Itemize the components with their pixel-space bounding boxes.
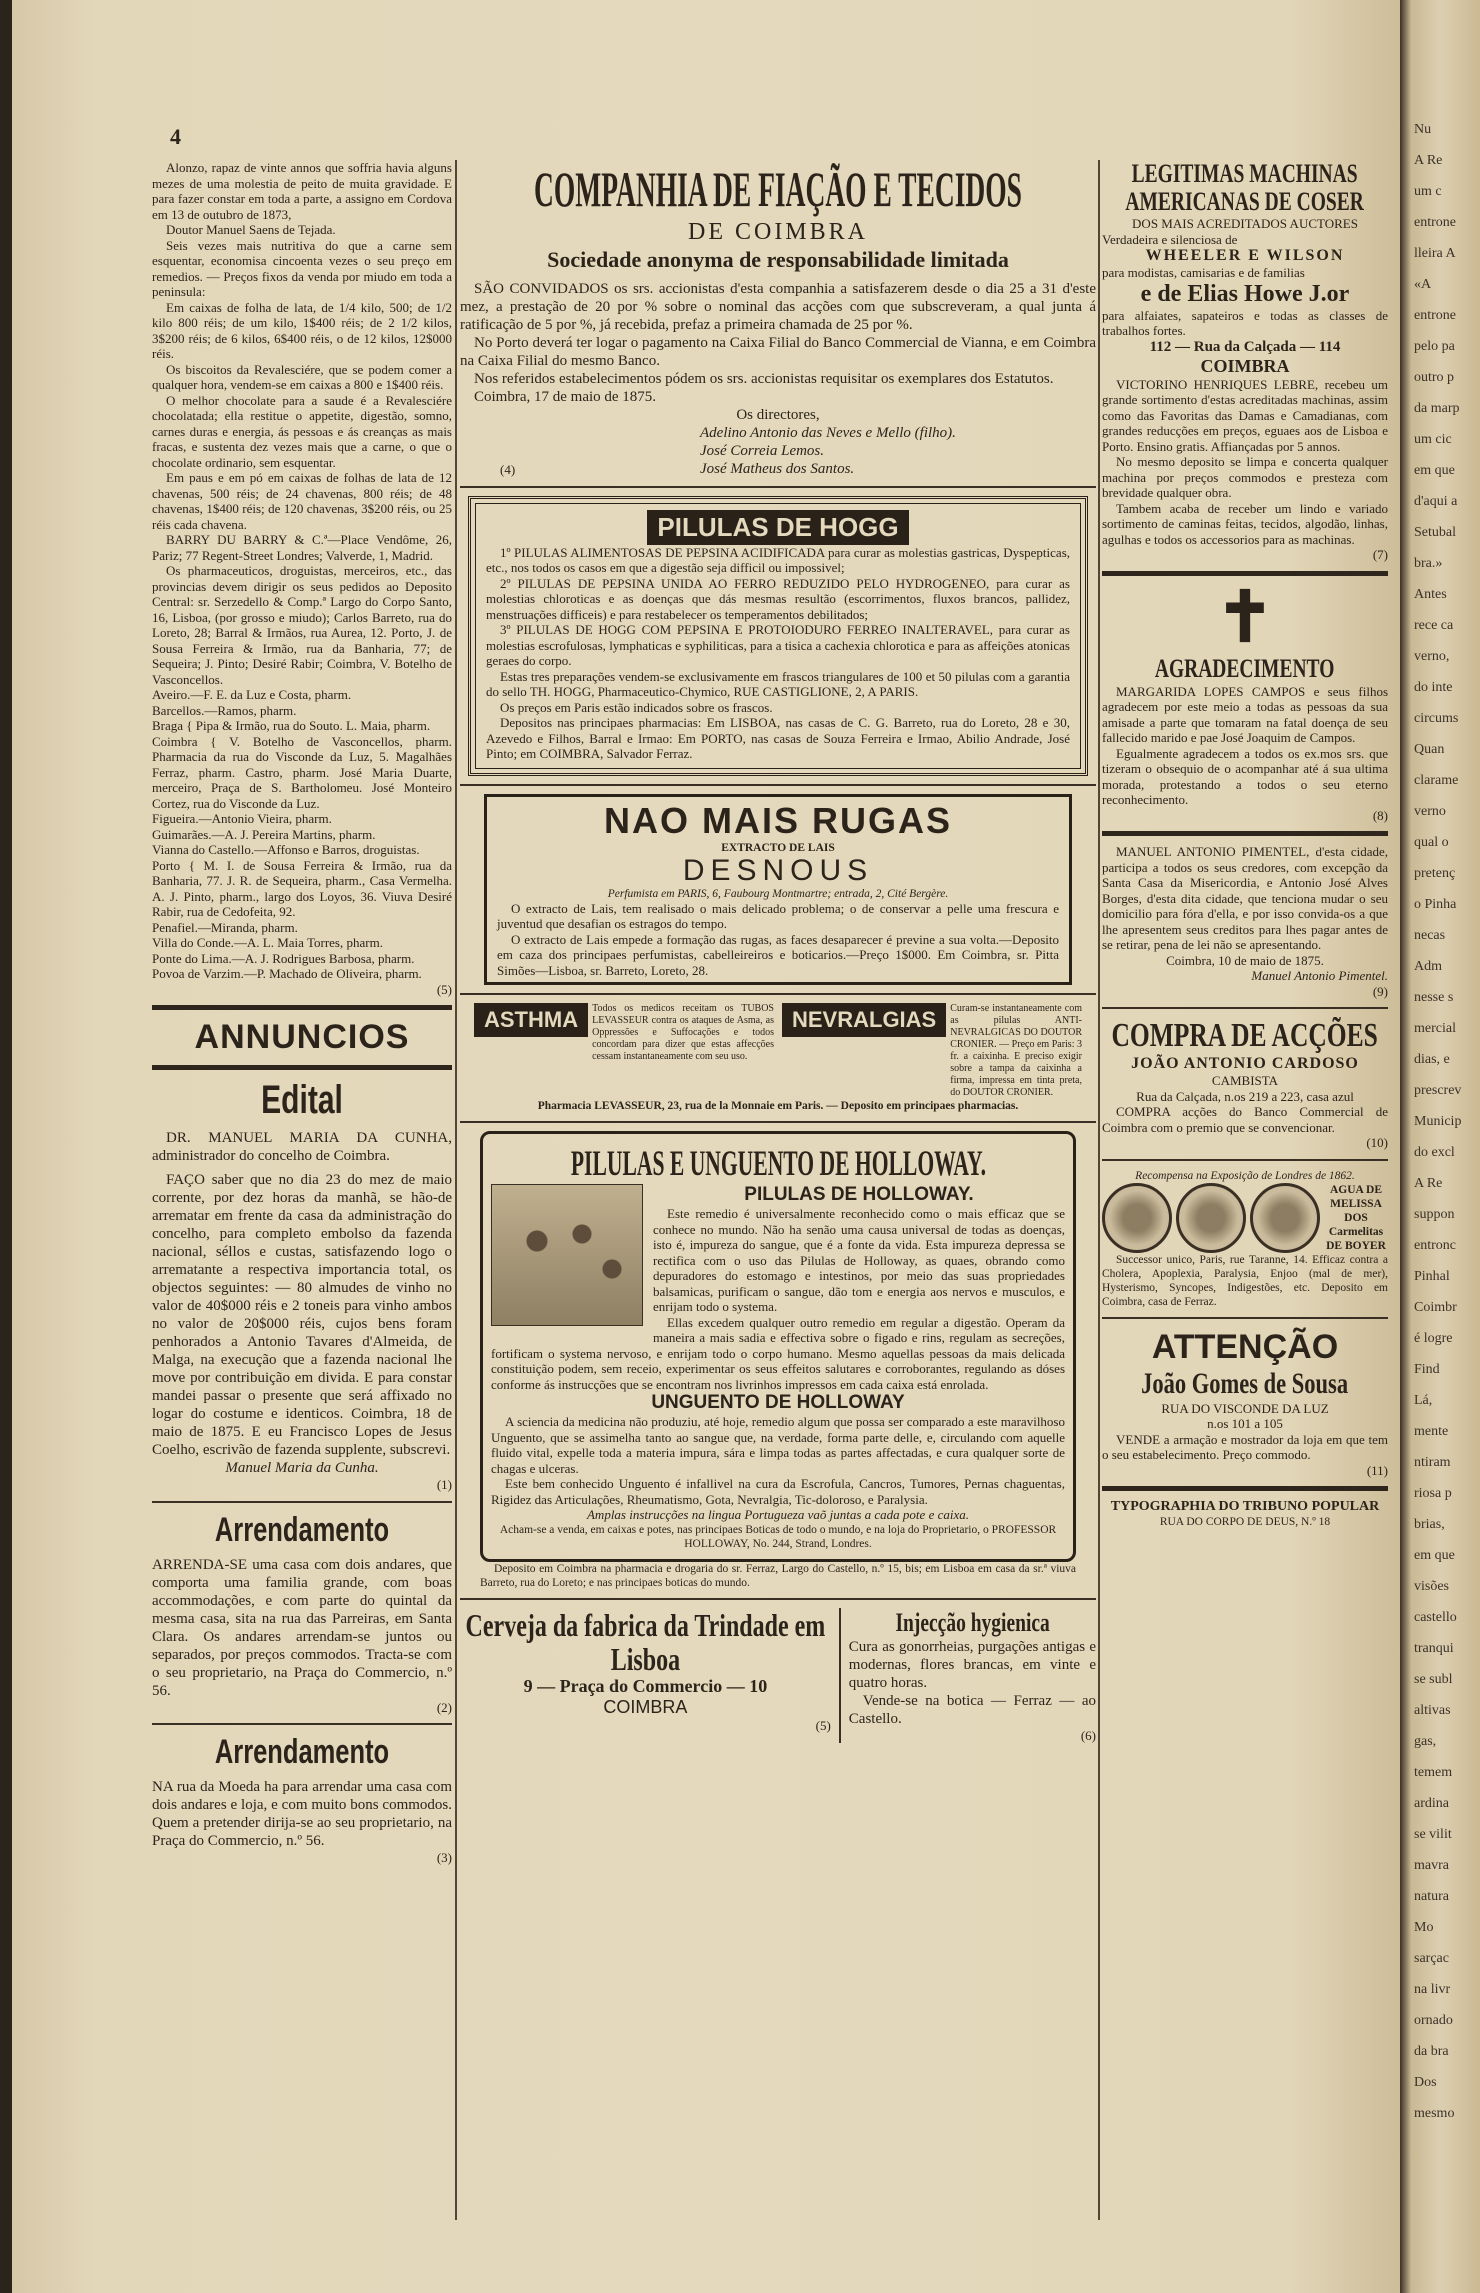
melissa-body: Successor unico, Paris, rue Taranne, 14. Efficaz contra a Cholera, Apoplexia, Paralysia, Enjoo (mal de mer), Hysterismo, Syncopes, Indigestões, etc. Deposito em Coimbra, casa de Ferraz. — [1102, 1253, 1388, 1308]
revalesciere-advert — [152, 160, 452, 687]
divider — [152, 1065, 452, 1070]
attencao-advert — [1102, 1327, 1388, 1479]
edge-text-fragment: nesse s — [1414, 990, 1454, 1005]
asthma-label: ASTHMA — [474, 1003, 588, 1037]
companhia-tagline: Sociedade anonyma de responsabilidade limitada — [547, 247, 1009, 272]
cerveja-advert — [460, 1608, 841, 1744]
nevralgias-text: Curam-se instantaneamente com as pilulas ANTI-NEVRALGICAS DO DOUTOR CRONIER. — Preço em Paris: 3 fr. a caixinha. E preciso exigir sobre a tampa da caixinha a firma, impressa em tinta preta, do DOUTOR CRONIER. — [950, 1003, 1082, 1098]
edge-text-fragment: Coimbr — [1414, 1300, 1457, 1315]
edital-title: Edital — [261, 1078, 343, 1122]
brand-wheeler-wilson: WHEELER E WILSON — [1145, 247, 1345, 264]
machinas-body-2: No mesmo deposito se limpa e concerta qualquer machina por preços commodos e presteza com brevidade qualquer obra. — [1102, 454, 1388, 500]
edge-text-fragment: sarçac — [1414, 1951, 1449, 1966]
attencao-address: RUA DO VISCONDE DA LUZ — [1161, 1400, 1329, 1416]
edge-text-fragment: natura — [1414, 1889, 1449, 1904]
cerveja-address: 9 — Praça do Commercio — 10 — [523, 1675, 768, 1696]
pimentel-signature: Manuel Antonio Pimentel. — [1251, 968, 1388, 983]
edge-text-fragment: mavra — [1414, 1858, 1449, 1873]
hogg-note: Os preços em Paris estão indicados sobre os frascos. — [500, 699, 773, 715]
edge-text-fragment: pretenç — [1414, 866, 1456, 881]
edge-text-fragment: em que — [1414, 463, 1455, 478]
rugas-title: NAO MAIS RUGAS — [603, 799, 952, 841]
advert-paragraph: Os pharmaceuticos, droguistas, merceiros, etc., das provincias devem dirigir os seus pedidos ao Deposito Central: sr. Serzedello & Comp.ª Largo do Corpo Santo, 16, Lisboa, (por grosso e miudo); Carlos Barreto, rua do Loreto, 28; Barral & Irmãos, rua Aurea, 12. Porto, J. de Sousa Ferreira & Irmão, rua da Banharia, 77; de Sequeira; J. Pinto; Desiré Rabir; Coimbra, V. Botelho de Vasconcellos. — [152, 563, 452, 687]
rugas-text-1: O extracto de Lais, tem realisado o mais delicado problema; o de conservar a pelle uma frescura e juventud que desafian os estragos do tempo. — [497, 900, 1059, 931]
edge-text-fragment: lleira A — [1414, 246, 1456, 261]
edge-text-fragment: brias, — [1414, 1517, 1445, 1532]
holloway-text: Este remedio é universalmente reconhecido como o mais efficaz que se conhece no mundo. Não ha senão uma causa universal de todas as doenças, isto é, impureza do sangue, que é a fonte da vida. Esta impureza depressa se rectifica com o uso das Pilulas de Holloway, as quaes, obrando como depuradores do estomago e intestinos, por meio das suas propriedades balsamicas, purificam o sangue, dão tom e energia aos nervos e musculos, e enrijam todo o systema. — [653, 1206, 1065, 1314]
companhia-body-3: Nos referidos estabelecimentos pódem os srs. accionistas requisitar os exemplares dos Estatutos. — [474, 371, 1054, 387]
hogg-title: PILULAS DE HOGG — [647, 510, 908, 545]
edge-text-fragment: clarame — [1414, 773, 1459, 788]
director: José Matheus dos Santos. — [700, 461, 855, 477]
companhia-title: COMPANHIA DE FIAÇÃO E TECIDOS — [534, 161, 1022, 217]
rugas-extract: EXTRACTO DE LAIS — [721, 841, 835, 854]
divider — [460, 1121, 1096, 1123]
arrendamento-body: ARRENDA-SE uma casa com dois andares, que comporta uma familia grande, com boas accommodações, e com parte do quintal da mesma casa, sita na rua das Parreiras, em Santa Clara. Os andares arrendam-se juntos ou separados, por preços commodos. Tracta-se com o seu proprietario, na Praça do Commercio, n.º 56. — [152, 1556, 452, 1699]
attencao-body: VENDE a armação e mostrador da loja em que tem o seu estabelecimento. Preço commodo. — [1102, 1431, 1388, 1462]
edge-text-fragment: mesmo — [1414, 2106, 1455, 2121]
injeccao-advert — [841, 1608, 1096, 1744]
edge-text-fragment: ornado — [1414, 2013, 1453, 2028]
companhia-body: SÃO CONVIDADOS os srs. accionistas d'esta companhia a satisfazerem desde o dia 25 a 31 d'este mez, a prestação de 20 por % sobre o nominal das acções com que subscreveram, a qual junta á ratificação de 5 por %, já recebida, prefaz a primeira chamada de 25 por %. — [460, 281, 1096, 333]
ad-ref: (5) — [815, 1717, 831, 1733]
agradecimento-body-2: Egualmente agradecem a todos os ex.mos srs. que tizeram o obsequio de o acompanhar até á sua ultima morada, protestando a todos o seu eterno reconhecimento. — [1102, 745, 1388, 807]
hogg-item: 1º PILULAS ALIMENTOSAS DE PEPSINA ACIDIFICADA para curar as molestias gastricas, Dyspepticas, etc., nos todos os casos em que a digestão seja difficil ou impossivel; — [486, 544, 1070, 575]
ad-ref: (10) — [1366, 1135, 1388, 1150]
agradecimento-body: MARGARIDA LOPES CAMPOS e seus filhos agradecem por este meio a todas as pessoas da sua amisade a parte que tomaram na fatal doença de seu fallecido marido e pae José Joaquim de Campos. — [1102, 683, 1388, 745]
cross-icon: ✝ — [1215, 579, 1275, 657]
edge-text-fragment: Mo — [1414, 1920, 1434, 1935]
divider — [1102, 1486, 1388, 1491]
edge-text-fragment: mente — [1414, 1424, 1449, 1439]
advert-paragraph: Seis vezes mais nutritiva do que a carne sem esquentar, economisa cincoenta vezes o seu preço em remedios. — Preços fixos da venda por miudo em toda a peninsula: — [152, 237, 452, 299]
levasseur-footer: Pharmacia LEVASSEUR, 23, rua de la Monnaie em Paris. — Deposito em principaes pharmacias. — [537, 1100, 1019, 1112]
arrendamento-title: Arrendamento — [214, 1733, 390, 1771]
hogg-advert — [468, 496, 1088, 776]
medal-icon — [1102, 1183, 1172, 1253]
holloway-deposit: Deposito em Coimbra na pharmacia e drogaria do sr. Ferraz, Largo do Castello, n.º 15, bis; em Lisboa em casa da sr.ª viuva Barreto, rua do Loreto; e nas principaes boticas do mundo. — [480, 1562, 1076, 1589]
advert-paragraph: Doutor Manuel Saens de Tejada. — [166, 222, 336, 237]
arrendamento-1 — [152, 1511, 452, 1716]
depot-entry: Barcellos.—Ramos, pharm. — [152, 702, 297, 718]
edge-text-fragment: um cic — [1414, 432, 1452, 447]
edge-text-fragment: gas, — [1414, 1734, 1437, 1749]
divider — [1102, 1007, 1388, 1009]
hogg-deposit: Depositos nas principaes pharmacias: Em LISBOA, nas casas de C. G. Barreto, rua do Loreto, 28 e 30, Azevedo e Filhos, Barral e Irmao: Em PORTO, nas casas de Souza Ferreira e Irmao, Abilio Andrade, José Pinto; em COIMBRA, Salvador Ferraz. — [486, 715, 1070, 761]
depot-entry: Coimbra { V. Botelho de Vasconcellos, pharm. Pharmacia da rua do Visconde da Luz, 5. Magalhães Ferraz, pharm. Castro, pharm. José Maria Duarte, merceiro, Praça de S. Bartholomeu. José Monteiro Cortez, rua do Visconde da Luz. — [152, 733, 452, 811]
divider — [460, 486, 1096, 488]
ad-ref: (2) — [436, 1699, 452, 1715]
edge-text-fragment: prescrev — [1414, 1083, 1462, 1098]
holloway-text: Ellas excedem qualquer outro remedio em regular a digestão. Operam da maneira a mais sadia e effectiva sobre o figado e rins, regulam as secreções, fortificam o systema nervoso, e enrijam todo o corpo humano. Mesmo aquellas pessoas da mais delicada constituição podem, sem receio, experimentar os seus effeitos salutares e corroborantes, regulando as dóses conforme ás instrucções que se encontram nos livrinhos impressos em cada caixa está enrolada. — [491, 1314, 1065, 1392]
edge-text-fragment: castello — [1414, 1610, 1457, 1625]
edge-text-fragment: entronc — [1414, 1238, 1456, 1253]
edge-text-fragment: Quan — [1414, 742, 1445, 757]
edge-text-fragment: outro p — [1414, 370, 1455, 385]
advert-paragraph: Em paus e em pó em caixas de folhas de lata de 12 chavenas, 500 réis; de 24 chavenas, 800 réis; de 48 chavenas, 1$400 réis; de 120 chavenas, 3$200 réis, ou 25 réis cada chavena. — [152, 470, 452, 532]
rugas-maker: DESNOUS — [682, 853, 874, 887]
edge-text-fragment: ntiram — [1414, 1455, 1451, 1470]
monk-portrait-icon — [1250, 1183, 1320, 1253]
injeccao-body: Cura as gonorrheias, purgações antigas e modernas, flores brancas, em vinte e quatro horas. — [848, 1638, 1096, 1691]
edge-text-fragment: entrone — [1414, 308, 1456, 323]
column-3 — [1102, 160, 1388, 1529]
edge-text-fragment: Antes — [1414, 587, 1447, 602]
machinas-advert — [1102, 160, 1388, 563]
typography-address: RUA DO CORPO DE DEUS, N.º 18 — [1159, 1516, 1331, 1528]
machinas-line: Verdadeira e silenciosa de — [1102, 231, 1238, 247]
depot-entry: Povoa de Varzim.—P. Machado de Oliveira, pharm. — [152, 966, 422, 981]
accoes-body: COMPRA acções do Banco Commercial de Coimbra com o premio que se convencionar. — [1102, 1104, 1388, 1135]
edge-text-fragment: entrone — [1414, 215, 1456, 230]
melissa-header: Recompensa na Exposição de Londres de 1862. — [1135, 1169, 1355, 1182]
edge-text-fragment: se vilit — [1414, 1827, 1452, 1842]
depot-entry: Vianna do Castello.—Affonso e Barros, droguistas. — [152, 842, 420, 857]
advert-paragraph: Os biscoitos da Revalesciére, que se podem comer a qualquer hora, vendem-se em caixas a 800 e 1$400 réis. — [152, 361, 452, 392]
director: Adelino Antonio das Neves e Mello (filho). — [700, 425, 956, 441]
edge-text-fragment: temem — [1414, 1765, 1453, 1780]
companhia-body-2: No Porto deverá ter logar o pagamento na Caixa Filial do Banco Commercial de Vianna, e em Coimbra na Caixa Filial do mesmo Banco. — [460, 335, 1096, 369]
depot-entry: Braga { Pipa & Irmão, rua do Souto. L. Maia, pharm. — [152, 718, 431, 733]
nevralgias-advert — [782, 1003, 1082, 1099]
divider — [1102, 1159, 1388, 1161]
edital-signature: Manuel Maria da Cunha. — [225, 1460, 379, 1476]
pimentel-body: MANUEL ANTONIO PIMENTEL, d'esta cidade, participa a todos os seus credores, com excepção da Santa Casa da Misericordia, e Antonio José Alves Borges, d'esta dita cidade, que tenciona mudar o seu domicilio para fóra d'ella, e por isso convida-os a que lhe apresentem seus creditos para lhes pagar antes de se retirar, pena de lei não se apresentando. — [1102, 844, 1388, 952]
accoes-title: COMPRA DE ACÇÕES — [1111, 1017, 1379, 1054]
edge-text-fragment: em que — [1414, 1548, 1455, 1563]
melissa-advert — [1102, 1169, 1388, 1309]
edge-text-fragment: da marp — [1414, 401, 1460, 416]
advert-paragraph: Em caixas de folha de lata, de 1/4 kilo, 500; de 1/2 kilo 800 réis; de um kilo, 1$400 réis; de 2 1/2 kilos, 3$200 réis; de 6 kilos, 6$400 réis, o de 12 kilos, 12$000 réis. — [152, 299, 452, 361]
edge-text-fragment: Adm — [1414, 959, 1442, 974]
accoes-role: CAMBISTA — [1211, 1073, 1279, 1088]
ad-ref: (9) — [1372, 983, 1388, 999]
edge-text-fragment: necas — [1414, 928, 1446, 943]
levasseur-cronier-adverts — [460, 1003, 1096, 1099]
attencao-name: João Gomes de Sousa — [1141, 1366, 1349, 1400]
hogg-item: 2º PILULAS DE PEPSINA UNIDA AO FERRO REDUZIDO PELO HYDROGENEO, para curar as molestias chloroticas e as doenças que dás mesmas resultão (escorrimentos, fluxos brancos, pallidez, menstruações difficeis) e para restabelecer os temperamentos debilitados; — [486, 575, 1070, 622]
edge-text-fragment: Find — [1414, 1362, 1440, 1377]
edge-text-fragment: altivas — [1414, 1703, 1451, 1718]
edge-text-fragment: se subl — [1414, 1672, 1453, 1687]
depot-entry: Porto { M. I. de Sousa Ferreira & Irmão, rua da Banharia, 77. J. R. de Sequeira, pharm., Casa Vermelha. A. J. Pinto, pharm., largo dos Loyos, 36. Viuva Desiré Rabir, rua de Cedofeita, 92. — [152, 857, 452, 919]
companhia-advert — [460, 160, 1096, 478]
companhia-date: Coimbra, 17 de maio de 1875. — [474, 389, 657, 405]
edge-text-fragment: Dos — [1414, 2075, 1437, 2090]
edge-text-fragment: Lá, — [1414, 1393, 1433, 1408]
column-rule — [1098, 160, 1100, 2220]
machinas-city: COIMBRA — [1200, 355, 1290, 376]
edge-text-fragment: na livr — [1414, 1982, 1451, 1997]
annuncios-heading: ANNUNCIOS — [194, 1018, 410, 1056]
ad-ref: (8) — [1372, 807, 1388, 823]
attencao-numbers: n.os 101 a 105 — [1207, 1416, 1283, 1431]
divider — [152, 1501, 452, 1503]
edge-text-fragment: da bra — [1414, 2044, 1449, 2059]
directors-label: Os directores, — [736, 407, 820, 423]
accoes-address: Rua da Calçada, n.os 219 a 223, casa azul — [1136, 1088, 1354, 1104]
edital-notice — [152, 1078, 452, 1493]
next-page-edge — [1400, 0, 1480, 2293]
edge-text-fragment: circums — [1414, 711, 1459, 726]
cerveja-city: COIMBRA — [603, 1696, 688, 1717]
typography-imprint: TYPOGRAPHIA DO TRIBUNO POPULAR — [1110, 1499, 1380, 1514]
edge-text-fragment: visões — [1414, 1579, 1449, 1594]
edge-text-fragment: verno, — [1414, 649, 1450, 664]
edge-text-fragment: Municip — [1414, 1114, 1462, 1129]
pimentel-notice — [1102, 844, 1388, 999]
cerveja-title: Cerveja da fabrica da Trindade em Lisboa — [465, 1607, 826, 1676]
holloway-text: Amplas instrucções na lingua Portugueza vaõ juntas a cada pote e caixa. — [586, 1507, 969, 1522]
asthma-advert — [474, 1003, 774, 1099]
edge-text-fragment: pelo pa — [1414, 339, 1455, 354]
column-rule — [455, 160, 457, 2220]
depot-list — [152, 687, 452, 982]
divider — [152, 1723, 452, 1725]
page-number: 4 — [170, 124, 181, 149]
edge-text-fragment: dias, e — [1414, 1052, 1450, 1067]
divider — [460, 784, 1096, 786]
machinas-body: VICTORINO HENRIQUES LEBRE, recebeu um grande sortimento d'estas acreditadas machinas, assim como das Favoritas das Damas e Camadianas, com grandes reducções em preços, eguaes aos de Lisboa e Porto. Ensino gratis. Affiançadas por 5 annos. — [1102, 376, 1388, 454]
holloway-text: Este bem conhecido Unguento é infallivel na cura da Escrofula, Cancros, Tumores, Pernas chaguentas, Rigidez das Articulações, Rheumatismo, Gota, Nevralgia, Tic-doloroso, e Paralysia. — [491, 1476, 1065, 1507]
edge-text-fragment: bra.» — [1414, 556, 1443, 571]
edge-text-fragment: A Re — [1414, 153, 1443, 168]
rugas-address: Perfumista em PARIS, 6, Faubourg Montmartre; entrada, 2, Cité Bergère. — [607, 887, 949, 900]
ad-ref: (1) — [436, 1477, 452, 1492]
divider — [460, 1598, 1096, 1600]
edge-text-fragment: é logre — [1414, 1331, 1453, 1346]
machinas-line: para modistas, camisarias e de familias — [1102, 265, 1305, 280]
edge-text-fragment: A Re — [1414, 1176, 1443, 1191]
holloway-engraving — [491, 1184, 643, 1326]
divider — [1102, 1317, 1388, 1319]
depot-entry: Ponte do Lima.—A. J. Rodrigues Barbosa, pharm. — [152, 950, 415, 966]
edge-text-fragment: do inte — [1414, 680, 1453, 695]
injeccao-body-2: Vende-se na botica — Ferraz — ao Castello. — [848, 1692, 1096, 1727]
rugas-text-2: O extracto de Lais empede a formação das rugas, as faces desaparecer é previne a sua volta.—Deposito em caza dos principaes perfumistas, cabelleireiros e boticarios.—Preço 1$000. Em Coimbra, sr. Pitta Simões—Lisboa, sr. Barreto, Loreto, 28. — [497, 931, 1059, 978]
edge-text-fragment: do excl — [1414, 1145, 1455, 1160]
edge-text-fragment: tranqui — [1414, 1641, 1454, 1656]
attencao-title: ATTENÇÃO — [1151, 1327, 1339, 1366]
machinas-address: 112 — Rua da Calçada — 114 — [1149, 338, 1341, 355]
melissa-title: AGUA DE MELISSA DOS Carmelitas DE BOYER — [1326, 1183, 1386, 1252]
ad-ref: (11) — [1366, 1462, 1388, 1478]
ad-ref: (3) — [436, 1850, 452, 1865]
edge-text-fragment: rece ca — [1414, 618, 1454, 633]
medal-icon — [1176, 1183, 1246, 1253]
depot-entry: Villa do Conde.—A. L. Maia Torres, pharm. — [152, 935, 383, 950]
injeccao-title: Injecção hygienica — [895, 1607, 1050, 1637]
edge-text-fragment: Pinhal — [1414, 1269, 1450, 1284]
arrendamento-body: NA rua da Moeda ha para arrendar uma casa com dois andares e loja, e com muito bons commodos. Quem a pretender dirija-se ao seu proprietario, na Praça do Commercio, n.º 56. — [152, 1779, 452, 1849]
holloway-text: A sciencia da medicina não produziu, até hoje, remedio algum que possa ser comparado a este maravilhoso Unguento, que se assimelha tanto ao sangue que, na verdade, forma parte delle, e, circulando com aquelle fluido vital, expelle toda a materia impura, sára e limpa todas as partes affectadas, e cura qualquer sorte de chagas e ulceras. — [491, 1414, 1065, 1476]
machinas-line: para alfaiates, sapateiros e todas as classes de trabalhos fortes. — [1102, 307, 1388, 338]
depot-entry: Figueira.—Antonio Vieira, pharm. — [152, 811, 332, 826]
holloway-title: PILULAS E UNGUENTO DE HOLLOWAY. — [570, 1143, 986, 1183]
advert-paragraph: O melhor chocolate para a saude é a Revalesciére chocolatada; ella restitue o appetite, digestão, somno, carnes duras e energia, ás pessoas e ás creanças as mais fracas, e sustenta dez vezes mais que a carne, o que o chocolate ordinario, sem esquentar. — [152, 392, 452, 470]
machinas-body-3: Tambem acaba de receber um lindo e variado sortimento de caminas feitas, tecidos, algodão, linhas, agulhas e todos os accessorios para as machinas. — [1102, 500, 1388, 547]
arrendamento-2 — [152, 1733, 452, 1866]
edge-text-fragment: qual o — [1414, 835, 1449, 850]
ad-ref: (5) — [436, 981, 452, 997]
ad-ref: (4) — [500, 462, 516, 477]
agradecimento-title: AGRADECIMENTO — [1155, 653, 1335, 683]
ad-ref: (7) — [1372, 547, 1388, 562]
director: José Correia Lemos. — [700, 443, 825, 459]
advert-paragraph: Alonzo, rapaz de vinte annos que soffria havia alguns mezes de uma molestia de peito de muita gravidade. E para fazer constar em toda a parte, a assigno em Cordova em 13 de outubro de 1873, — [152, 160, 452, 222]
machinas-title: LEGITIMAS MACHINAS AMERICANAS DE COSER — [1125, 160, 1365, 216]
hogg-body: Estas tres preparações vendem-se exclusivamente em frascos triangulares de 100 et 50 pilulas com a garantia do sello TH. HOGG, Pharmaceutico-Chymico, RUE CASTIGLIONE, 2, A PARIS. — [486, 668, 1070, 699]
divider — [460, 993, 1096, 995]
edge-text-fragment: Setubal — [1414, 525, 1456, 540]
accoes-name: JOÃO ANTONIO CARDOSO — [1131, 1055, 1359, 1072]
edge-text-fragment: d'aqui a — [1414, 494, 1458, 509]
divider — [1102, 571, 1388, 576]
column-1 — [152, 160, 452, 1866]
edge-text-fragment: um c — [1414, 184, 1442, 199]
edge-text-fragment: Nu — [1414, 122, 1432, 137]
brand-elias-howe: e de Elias Howe J.or — [1140, 280, 1350, 307]
asthma-text: Todos os medicos receitam os TUBOS LEVASSEUR contra os ataques de Asma, as Oppressões e Suffocações e todos concordam para dizer que estas affecções cessam instantaneamente com seu uso. — [592, 1003, 774, 1062]
depot-entry: Guimarães.—A. J. Pereira Martins, pharm. — [152, 826, 376, 842]
edge-text-fragment: riosa p — [1414, 1486, 1452, 1501]
nevralgias-label: NEVRALGIAS — [782, 1003, 946, 1037]
hogg-item: 3º PILULAS DE HOGG COM PEPSINA E PROTOIODURO FERREO INALTERAVEL, para curar as molestias escrofulosas, lymphaticas e syphiliticas, para a tisica a cachexia chlorotica e para as affeições atonicas geraes do corpo. — [486, 622, 1070, 668]
edge-text-fragment: o Pinha — [1414, 897, 1457, 912]
edge-text-fragment: verno — [1414, 804, 1446, 819]
divider — [152, 1005, 452, 1010]
companhia-subtitle: DE COIMBRA — [687, 219, 868, 245]
edital-body: FAÇO saber que no dia 23 do mez de maio corrente, por dez horas da manhã, se hão-de arrematar em frente da casa da administração do concelho, para completo embolso da fazenda nacional, séllos e custas, satisfazendo logo o arrematante a respectiva importancia total, os objectos seguintes: — 80 almudes de vinho no valor de 40$000 réis e 2 toneis para vinho ambos no valor de 20$000 réis, cujos bens foram penhorados a Antonio Tavares d'Almeida, de Malga, na execução que a fazenda nacional lhe move por contribuição em divida. E para constar mandei passar o presente que será affixado no logar do costume e identicos. Coimbra, 18 de maio de 1875. E eu Francisco Lopes de Jesus Coelho, escrivão de fazenda supplente, subscrevi. — [152, 1172, 452, 1458]
edge-text-fragment: suppon — [1414, 1207, 1455, 1222]
edge-text-fragment: mercial — [1414, 1021, 1456, 1036]
machinas-sub: DOS MAIS ACREDITADOS AUCTORES — [1132, 216, 1358, 231]
holloway-advert — [480, 1131, 1076, 1562]
edge-text-fragment: ardina — [1414, 1796, 1449, 1811]
column-2 — [460, 160, 1096, 1743]
arrendamento-title: Arrendamento — [214, 1510, 390, 1549]
rugas-advert — [484, 794, 1072, 986]
depot-entry: Aveiro.—F. E. da Luz e Costa, pharm. — [152, 687, 352, 702]
holloway-text: Acham-se a venda, em caixas e potes, nas principaes Boticas de todo o mundo, e na loja do Proprietario, o PROFESSOR HOLLOWAY, No. 244, Strand, Londres. — [499, 1523, 1057, 1550]
edge-text-fragment: «A — [1414, 277, 1432, 292]
holloway-ointment-heading: UNGUENTO DE HOLLOWAY — [651, 1392, 905, 1413]
advert-paragraph: BARRY DU BARRY & C.ª—Place Vendôme, 26, Pariz; 77 Regent-Street Londres; Valverde, 1, Madrid. — [152, 532, 452, 563]
accoes-advert — [1102, 1017, 1388, 1151]
pimentel-date: Coimbra, 10 de maio de 1875. — [1166, 952, 1324, 968]
ad-ref: (6) — [1080, 1727, 1096, 1743]
depot-entry: Penafiel.—Miranda, pharm. — [152, 919, 298, 935]
bottom-adverts — [460, 1608, 1096, 1744]
divider — [1102, 831, 1388, 836]
holloway-pills-heading: PILULAS DE HOLLOWAY. — [744, 1184, 974, 1205]
edital-byline: DR. MANUEL MARIA DA CUNHA, administrador do concelho de Coimbra. — [152, 1130, 452, 1164]
